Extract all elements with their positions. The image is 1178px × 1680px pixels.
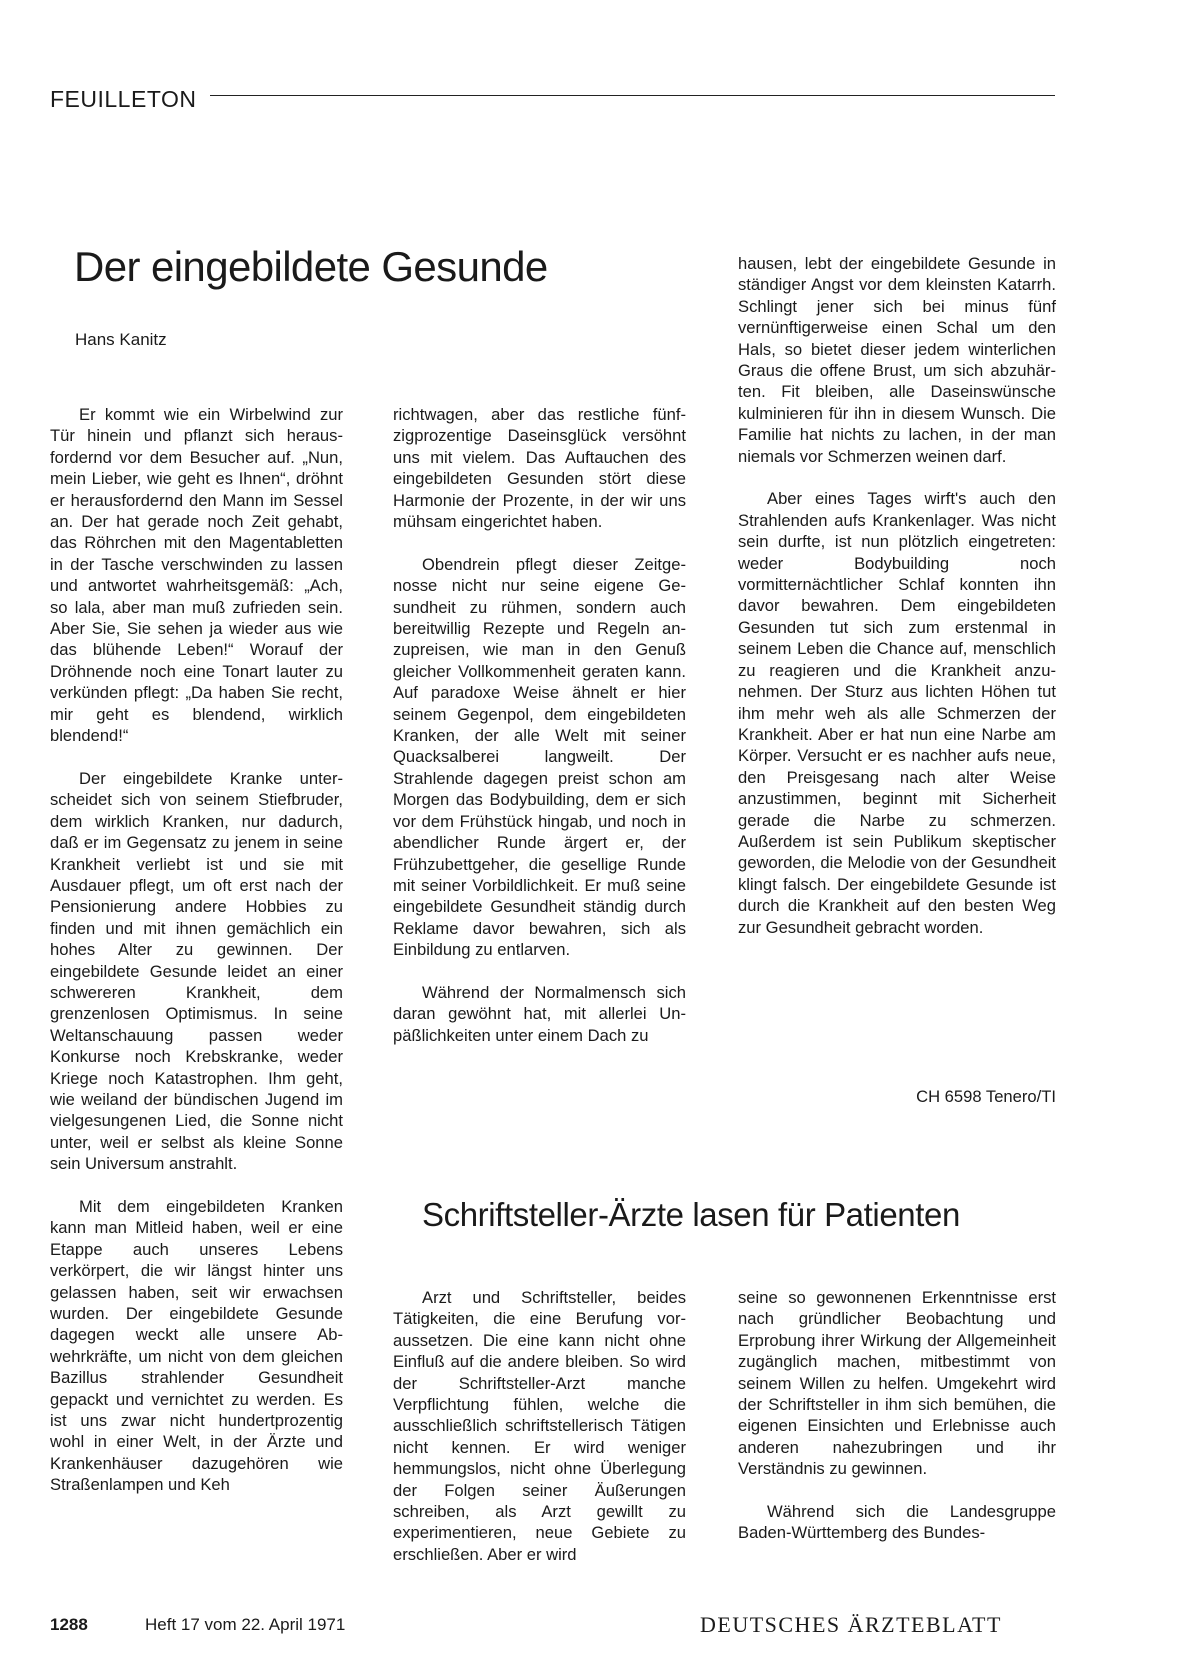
section-label: FEUILLETON [50, 86, 197, 112]
article2-column-3 [738, 1287, 1056, 1544]
article2-column-2 [393, 1287, 686, 1565]
paragraph: Während der Normalmensch sich daran gewöhnt hat, mit allerlei Unpäßlichkeiten unter einem Dach zu [393, 982, 686, 1045]
article-title: Der eingebildete Gesunde [74, 243, 548, 290]
paragraph: hausen, lebt der eingebildete Gesunde in ständiger Angst vor dem kleinsten Katarrh. Schlingt jener sich bei minus fünf vernünftigerweise einen Schal um den Hals, so bietet dieser jedem winterlichen Graus die offene Brust, um sich abzuhärten. Fit bleiben, alle Daseinswünsche kulminieren für ihn in diesem Wunsch. Die Familie hat nichts zu lachen, in der man niemals vor Schmerzen weinen darf. [738, 254, 1056, 466]
paragraph: Aber eines Tages wirft's auch den Strahlenden aufs Krankenlager. Was nicht sein durfte, ist nun plötzlich eingetreten: weder Bodybuilding noch vormitternächtlicher Schlaf konnten ihn davor bewahren. Dem eingebildeten Gesunden tut sich zum erstenmal in seinem Leben die Chance auf, menschlich zu reagieren und die Krankheit anzunehmen. Der Sturz aus lichten Höhen tut ihm mehr weh als alle Schmerzen der Krankheit. Aber er hat nun eine Narbe am Körper. Versucht er es nachher aufs neue, den Preisgesang nach alter Weise anzustimmen, beginnt mit Sicherheit gerade die Narbe zu schmerzen. Außerdem ist sein Publikum skeptischer geworden, die Melodie von der Gesundheit klingt falsch. Der eingebildete Gesunde ist durch die Krankheit auf den besten Weg zur Gesundheit gebracht worden. [738, 489, 1056, 937]
paragraph: seine so gewonnenen Erkenntnisse erst nach gründlicher Beobachtung und Erprobung ihrer Wirkung der Allgemeinheit zugänglich machen, mitbestimmt von seinem Willen zu helfen. Umgekehrt wird der Schriftsteller in ihm sich bemühen, die eigenen Einsichten und Erlebnisse auch anderen nahezubringen und ihr Verständnis zu gewinnen. [738, 1288, 1056, 1479]
article-column-2 [393, 404, 686, 1046]
paragraph: richtwagen, aber das restliche fünfzigprozentige Daseinsglück versöhnt uns mit vielem. Das Auftauchen des eingebildeten Gesunden stört diese Harmonie der Prozente, in der wir uns mühsam eingerichtet haben. [393, 405, 686, 532]
article2-title: Schriftsteller-Ärzte lasen für Patienten [422, 1196, 960, 1233]
issue-info: Heft 17 vom 22. April 1971 [145, 1615, 346, 1634]
paragraph: Mit dem eingebildeten Kranken kann man Mitleid haben, weil er eine Etappe auch unseres Lebens verkörpert, die wir längst hinter uns gelassen haben, seit wir erwachsen wurden. Der eingebildete Gesunde dagegen weckt alle unsere Abwehrkräfte, um nicht von dem gleichen Bazillus strahlender Gesundheit gepackt und vernichtet zu werden. Es ist uns zwar nicht hundertprozentig wohl in einer Welt, in der Ärzte und Krankenhäuser dazugehören wie Straßenlampen und Keh [50, 1197, 343, 1495]
article-signature: CH 6598 Tenero/TI [916, 1087, 1056, 1106]
article-column-3 [738, 253, 1056, 938]
header-rule [210, 95, 1055, 96]
paragraph: Während sich die Landesgruppe Baden-Württemberg des Bundes- [738, 1502, 1056, 1543]
article-column-1 [50, 404, 343, 1496]
article-author: Hans Kanitz [75, 330, 167, 349]
journal-name: DEUTSCHES ÄRZTEBLATT [700, 1612, 1002, 1637]
paragraph: Obendrein pflegt dieser Zeitgenosse nicht nur seine eigene Gesundheit zu rühmen, sondern auch bereitwillig Rezepte und Regeln anzupreisen, wie man in den Genuß gleicher Vollkommenheit geraten kann. Auf paradoxe Weise ähnelt er hier seinem Gegenpol, dem eingebildeten Kranken, der alle Welt mit seiner Quacksalberei langweilt. Der Strahlende dagegen preist schon am Morgen das Bodybuilding, dem er sich vor dem Frühstück hingab, und noch in abendlicher Runde ärgert er, der Frühzubettgeher, die gesellige Runde mit seiner Vorbildlichkeit. Er muß seine eingebildete Gesundheit ständig durch Reklame davor bewahren, sich als Einbildung zu entlarven. [393, 554, 686, 960]
paragraph: Er kommt wie ein Wirbelwind zur Tür hinein und pflanzt sich herausfordernd vor dem Besucher auf. „Nun, mein Lieber, wie geht es Ihnen“, dröhnt er herausfordernd den Mann im Sessel an. Der hat gerade noch Zeit gehabt, das Röhrchen mit den Magentabletten in der Tasche verschwinden zu lassen und antwortet wahrheitsgemäß: „Ach, so lala, aber man muß zufrieden sein. Aber Sie, Sie sehen ja wieder aus wie das blühende Leben!“ Worauf der Dröhnende noch eine Tonart lauter zu verkünden pflegt: „Da haben Sie recht, mir geht es blendend, wirklich blendend!“ [50, 405, 343, 746]
paragraph: Der eingebildete Kranke unterscheidet sich von seinem Stiefbruder, dem wirklich Kranken, nur dadurch, daß er im Gegensatz zu jenem in seine Krankheit verliebt ist und sie mit Ausdauer pflegt, um oft erst nach der Pensionierung andere Hobbies zu finden und mit ihnen gemächlich ein hohes Alter zu gewinnen. Der eingebildete Gesunde leidet an einer schwereren Krankheit, dem grenzenlosen Optimismus. In seine Weltanschauung passen weder Konkurse noch Krebskranke, weder Kriege noch Katastrophen. Ihm geht, wie weiland der bündischen Jugend im vielgesungenen Lied, die Sonne nicht unter, weil er selbst als kleine Sonne sein Universum anstrahlt. [50, 768, 343, 1174]
page-number: 1288 [50, 1615, 88, 1634]
paragraph: Arzt und Schriftsteller, beides Tätigkeiten, die eine Berufung voraussetzen. Die eine kann nicht ohne Einfluß auf die andere bleiben. So wird der Schriftsteller-Arzt manche Verpflichtung fühlen, welche die ausschließlich schriftstellerisch Tätigen nicht kennen. Er wird weniger hemmungslos, nicht ohne Überlegung der Folgen seiner Äußerungen schreiben, als Arzt gewillt zu experimentieren, neue Gebiete zu erschließen. Aber er wird [393, 1288, 686, 1564]
